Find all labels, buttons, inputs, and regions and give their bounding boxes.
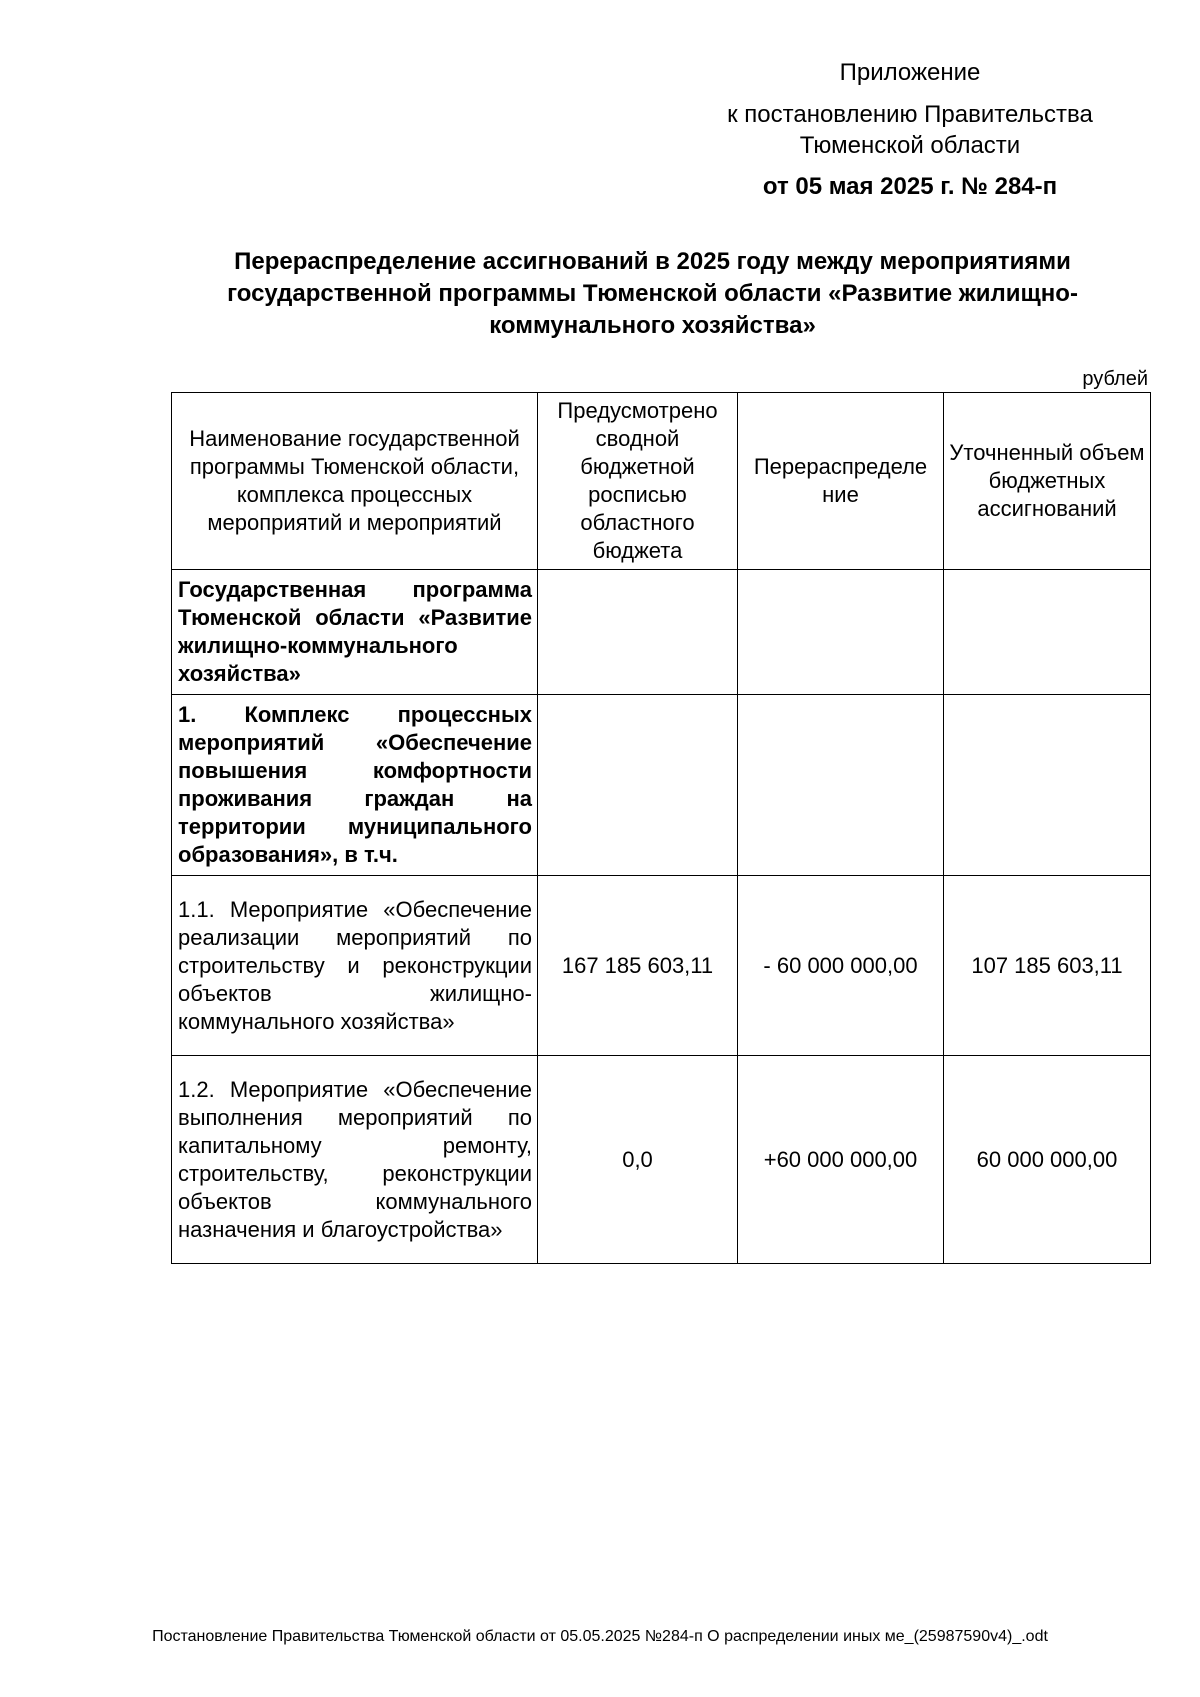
row-refined bbox=[944, 695, 1151, 876]
table-row bbox=[172, 570, 1151, 695]
row-planned bbox=[538, 695, 738, 876]
row-name: 1.1. Мероприятие «Обеспечение реализации мероприятий по строительству и реконструкции объектов жилищно-коммунального хозяйства» bbox=[172, 876, 538, 1056]
row-redistribution bbox=[738, 695, 944, 876]
row-refined: 60 000 000,00 bbox=[944, 1056, 1151, 1264]
row-refined bbox=[944, 570, 1151, 695]
row-refined: 107 185 603,11 bbox=[944, 876, 1151, 1056]
table-row bbox=[172, 1056, 1151, 1264]
row-name: 1. Комплекс процессных мероприятий «Обеспечение повышения комфортности проживания граждан на территории муниципального образования», в т.ч. bbox=[172, 695, 538, 876]
table-row bbox=[172, 876, 1151, 1056]
row-name: 1.2. Мероприятие «Обеспечение выполнения мероприятий по капитальному ремонту, строительству, реконструкции объектов коммунального назначения и благоустройства» bbox=[172, 1056, 538, 1264]
table-header-row bbox=[172, 393, 1151, 570]
table-row bbox=[172, 695, 1151, 876]
header-refined: Уточненный объем бюджетных ассигнований bbox=[944, 393, 1151, 570]
row-redistribution: - 60 000 000,00 bbox=[738, 876, 944, 1056]
header-planned: Предусмотрено сводной бюджетной росписью областного бюджета bbox=[538, 393, 738, 570]
row-name: Государственная программа Тюменской области «Развитие жилищно-коммунального хозяйства» bbox=[172, 570, 538, 695]
allocation-table bbox=[171, 392, 1151, 1264]
unit-label: рублей bbox=[1082, 368, 1148, 390]
row-planned: 0,0 bbox=[538, 1056, 738, 1264]
appendix-reference-line-2: Тюменской области bbox=[799, 132, 1021, 159]
row-redistribution bbox=[738, 570, 944, 695]
document-footer: Постановление Правительства Тюменской области от 05.05.2025 №284-п О распределении иных ме_(25987590v4)_.odt bbox=[152, 1628, 1048, 1645]
header-name: Наименование государственной программы Тюменской области, комплекса процессных мероприятий и мероприятий bbox=[172, 393, 538, 570]
appendix-reference bbox=[700, 99, 1120, 161]
row-planned bbox=[538, 570, 738, 695]
row-redistribution: +60 000 000,00 bbox=[738, 1056, 944, 1264]
appendix-reference-line-1: к постановлению Правительства bbox=[727, 101, 1093, 128]
appendix-date: от 05 мая 2025 г. № 284-п bbox=[762, 173, 1058, 200]
header-redistribution: Перераспределе ние bbox=[738, 393, 944, 570]
appendix-title: Приложение bbox=[839, 59, 981, 86]
document-title: Перераспределение ассигнований в 2025 году между мероприятиями государственной программы Тюменской области «Развитие жилищно-коммунального хозяйства» bbox=[227, 248, 1078, 339]
row-planned: 167 185 603,11 bbox=[538, 876, 738, 1056]
